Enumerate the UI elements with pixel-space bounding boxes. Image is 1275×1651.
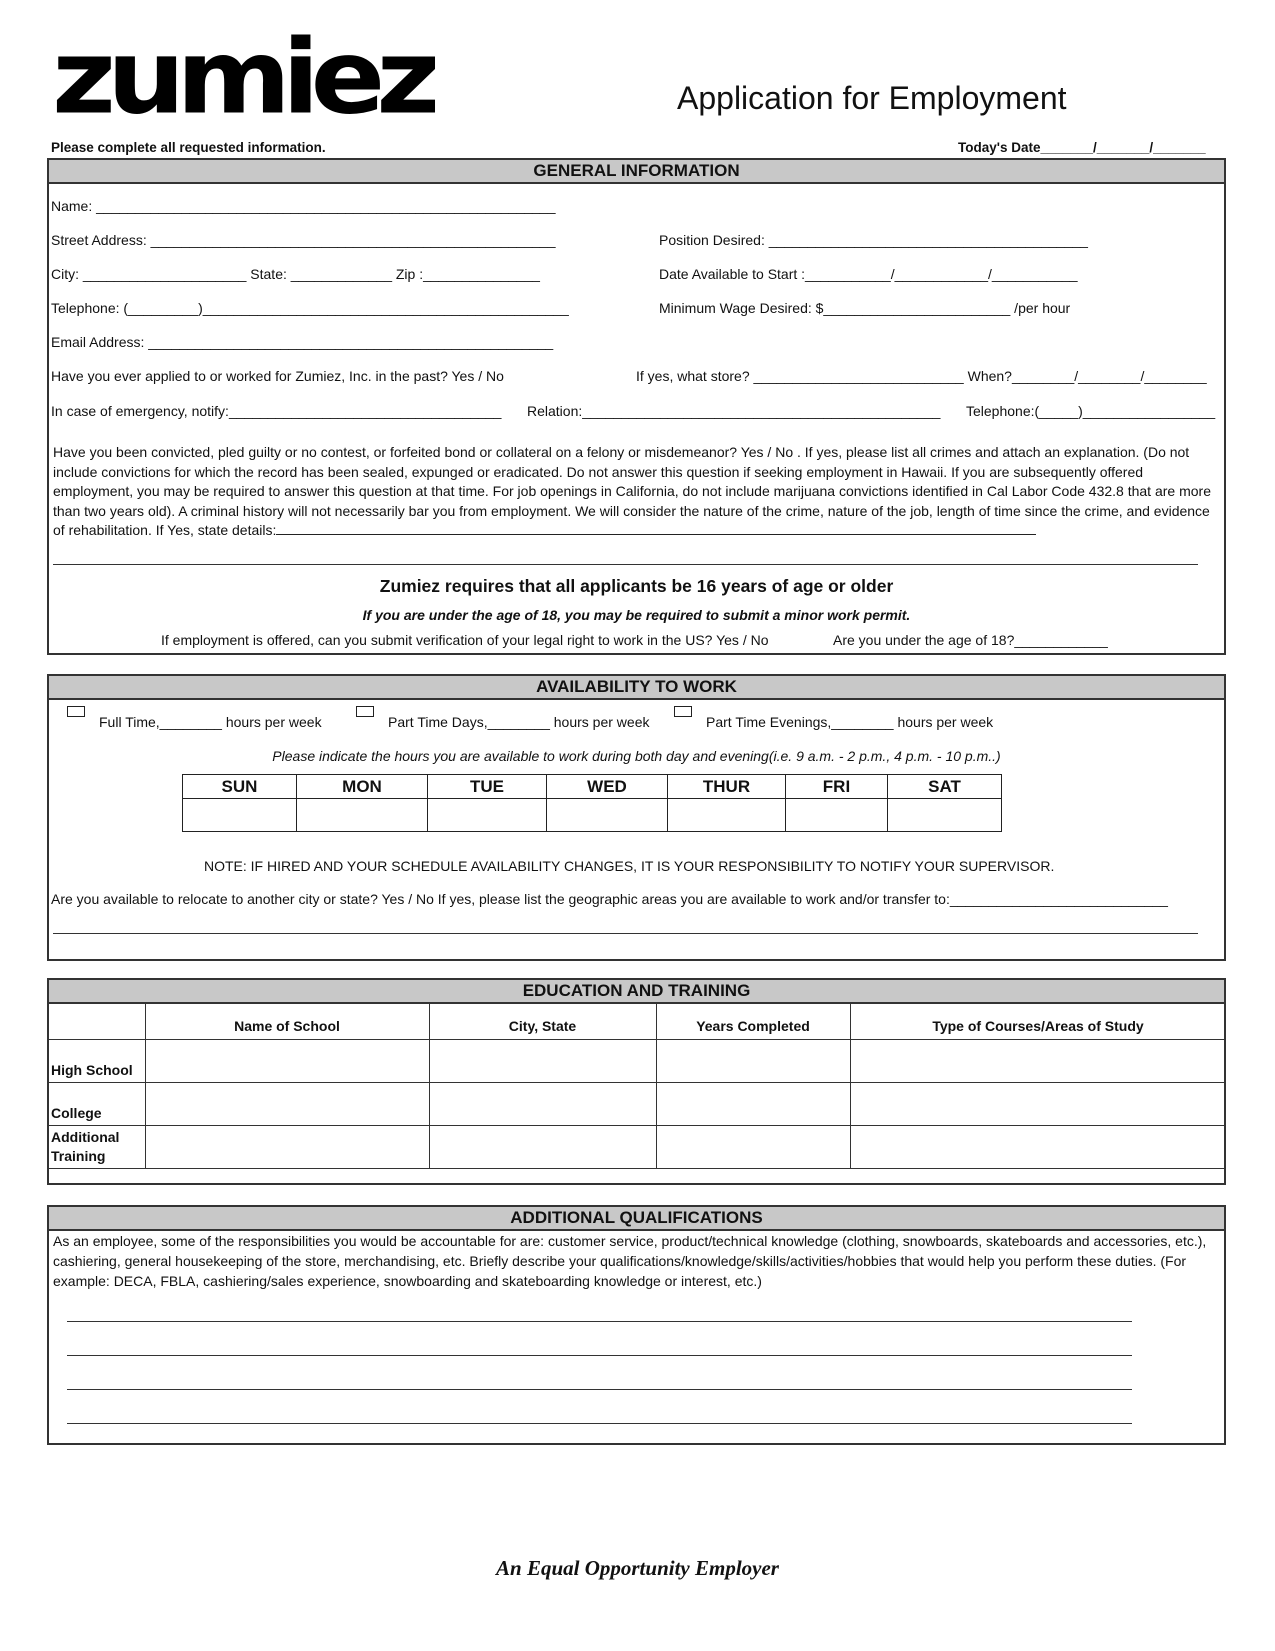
weekly-schedule-table bbox=[182, 774, 1002, 832]
availability-header: AVAILABILITY TO WORK bbox=[49, 676, 1224, 700]
conviction-question[interactable] bbox=[53, 443, 1223, 541]
day-thur: THUR bbox=[668, 775, 786, 799]
row-high-school: High School bbox=[51, 1062, 133, 1078]
relocate-question[interactable]: Are you available to relocate to another city or state? Yes / No If yes, please list the geographic areas you are available to work and/or transfer to:____________________________ bbox=[51, 891, 1168, 907]
conviction-details-line[interactable] bbox=[53, 564, 1198, 565]
education-section bbox=[47, 978, 1226, 1185]
email-field[interactable]: Email Address: ____________________________________________________ bbox=[51, 334, 554, 350]
general-information-header: GENERAL INFORMATION bbox=[49, 160, 1224, 184]
emergency-contact-field[interactable]: In case of emergency, notify:___________________________________ bbox=[51, 403, 502, 419]
hours-cell-mon[interactable] bbox=[297, 799, 428, 832]
todays-date-field[interactable]: Today's Date_______/_______/_______ bbox=[958, 140, 1206, 155]
hours-instruction: Please indicate the hours you are available to work during both day and evening(i.e. 9 a.m. - 2 p.m., 4 p.m. - 10 p.m..) bbox=[272, 748, 1001, 764]
hours-cell-sat[interactable] bbox=[888, 799, 1002, 832]
emergency-telephone-field[interactable]: Telephone:(_____)_________________ bbox=[966, 403, 1216, 419]
day-tue: TUE bbox=[428, 775, 547, 799]
day-wed: WED bbox=[547, 775, 668, 799]
day-sun: SUN bbox=[183, 775, 297, 799]
application-title: Application for Employment bbox=[677, 80, 1067, 116]
part-time-evenings-checkbox[interactable] bbox=[674, 706, 692, 717]
hours-cell-tue[interactable] bbox=[428, 799, 547, 832]
part-time-evenings-field[interactable]: Part Time Evenings,________ hours per week bbox=[706, 714, 994, 730]
col-name-of-school: Name of School bbox=[234, 1018, 340, 1034]
telephone-field[interactable]: Telephone: (_________)_______________________________________________ bbox=[51, 300, 569, 316]
edu-row-divider bbox=[49, 1168, 1224, 1169]
legal-right-question[interactable]: If employment is offered, can you submit verification of your legal right to work in the US? Yes / No bbox=[161, 632, 769, 648]
under-18-question[interactable]: Are you under the age of 18?____________ bbox=[833, 632, 1108, 648]
qualifications-line-2[interactable] bbox=[67, 1355, 1132, 1356]
age-requirement: Zumiez requires that all applicants be 16 years of age or older bbox=[379, 576, 894, 596]
hours-cell-fri[interactable] bbox=[786, 799, 888, 832]
hours-cell-thur[interactable] bbox=[668, 799, 786, 832]
qualifications-instructions: As an employee, some of the responsibilities you would be accountable for are: customer service, product/technical knowledge (clothing, snowboards, skateboards and accessories, etc.), cashiering, general housekeeping of the store, merchandising, etc. Briefly describe your qualifications/knowledge/skills/activities/hobbies that would help you perform these duties. (For example: DECA, FBLA, cashiering/sales experience, snowboarding and skateboarding knowledge or interest, etc.) bbox=[53, 1233, 1207, 1289]
qualifications-section bbox=[47, 1205, 1226, 1445]
part-time-days-checkbox[interactable] bbox=[356, 706, 374, 717]
qualifications-line-4[interactable] bbox=[67, 1423, 1132, 1424]
qualifications-header: ADDITIONAL QUALIFICATIONS bbox=[49, 1207, 1224, 1231]
relation-field[interactable]: Relation:______________________________________________ bbox=[527, 403, 941, 419]
conviction-text: Have you been convicted, pled guilty or no contest, or forfeited bond or collateral on a felony or misdemeanor? Yes / No . If yes, please list all crimes and attach an explanation. (Do not include convictions for which the record has been sealed, expunged or eradicated. Do not answer this question if seeking employment in Hawaii. If you are subsequently offered employment, you may be required to answer this question at that time. For job openings in California, do not include marijuana convictions identified in Cal Labor Code 432.8 that are more than two years old). A criminal history will not necessarily bar you from employment. We will consider the nature of the crime, nature of the job, length of time since the crime, and evidence of rehabilitation. If Yes, state details: bbox=[53, 444, 1211, 538]
schedule-change-note: NOTE: IF HIRED AND YOUR SCHEDULE AVAILABILITY CHANGES, IT IS YOUR RESPONSIBILITY TO NOTIFY YOUR SUPERVISOR. bbox=[204, 858, 1055, 874]
full-time-checkbox[interactable] bbox=[67, 706, 85, 717]
street-address-field[interactable]: Street Address: ____________________________________________________ bbox=[51, 232, 556, 248]
day-fri: FRI bbox=[786, 775, 888, 799]
full-time-hours-field[interactable]: Full Time,________ hours per week bbox=[99, 714, 322, 730]
edu-row-divider bbox=[49, 1125, 1224, 1126]
col-courses: Type of Courses/Areas of Study bbox=[932, 1018, 1144, 1034]
qualifications-line-1[interactable] bbox=[67, 1321, 1132, 1322]
which-store-field[interactable]: If yes, what store? ___________________________ When?________/________/________ bbox=[636, 368, 1207, 384]
applied-before-question[interactable]: Have you ever applied to or worked for Zumiez, Inc. in the past? Yes / No bbox=[51, 368, 504, 384]
row-additional-training: Additional Training bbox=[51, 1129, 120, 1164]
edu-row-divider bbox=[49, 1039, 1224, 1040]
zumiez-logo: zumiez bbox=[52, 17, 432, 137]
hours-cell-sun[interactable] bbox=[183, 799, 297, 832]
city-state-zip-field[interactable]: City: _____________________ State: _____________ Zip :_______________ bbox=[51, 266, 540, 282]
name-field[interactable]: Name: ___________________________________________________________ bbox=[51, 198, 556, 214]
equal-opportunity-footer: An Equal Opportunity Employer bbox=[496, 1556, 779, 1580]
complete-info-note: Please complete all requested information. bbox=[51, 140, 326, 155]
availability-section bbox=[47, 674, 1226, 961]
qualifications-line-3[interactable] bbox=[67, 1389, 1132, 1390]
date-available-field[interactable]: Date Available to Start :___________/____________/___________ bbox=[659, 266, 1078, 282]
general-information-section bbox=[47, 158, 1226, 655]
day-mon: MON bbox=[297, 775, 428, 799]
col-years-completed: Years Completed bbox=[696, 1018, 810, 1034]
minor-permit-note: If you are under the age of 18, you may be required to submit a minor work permit. bbox=[362, 607, 911, 623]
position-desired-field[interactable]: Position Desired: _________________________________________ bbox=[659, 232, 1088, 248]
minimum-wage-field[interactable]: Minimum Wage Desired: $________________________ /per hour bbox=[659, 300, 1071, 316]
hours-cell-wed[interactable] bbox=[547, 799, 668, 832]
relocate-details-line[interactable] bbox=[53, 933, 1198, 934]
edu-row-divider bbox=[49, 1082, 1224, 1083]
day-sat: SAT bbox=[888, 775, 1002, 799]
education-header: EDUCATION AND TRAINING bbox=[49, 980, 1224, 1004]
col-city-state: City, State bbox=[508, 1018, 577, 1034]
part-time-days-field[interactable]: Part Time Days,________ hours per week bbox=[388, 714, 650, 730]
row-college: College bbox=[51, 1105, 102, 1121]
